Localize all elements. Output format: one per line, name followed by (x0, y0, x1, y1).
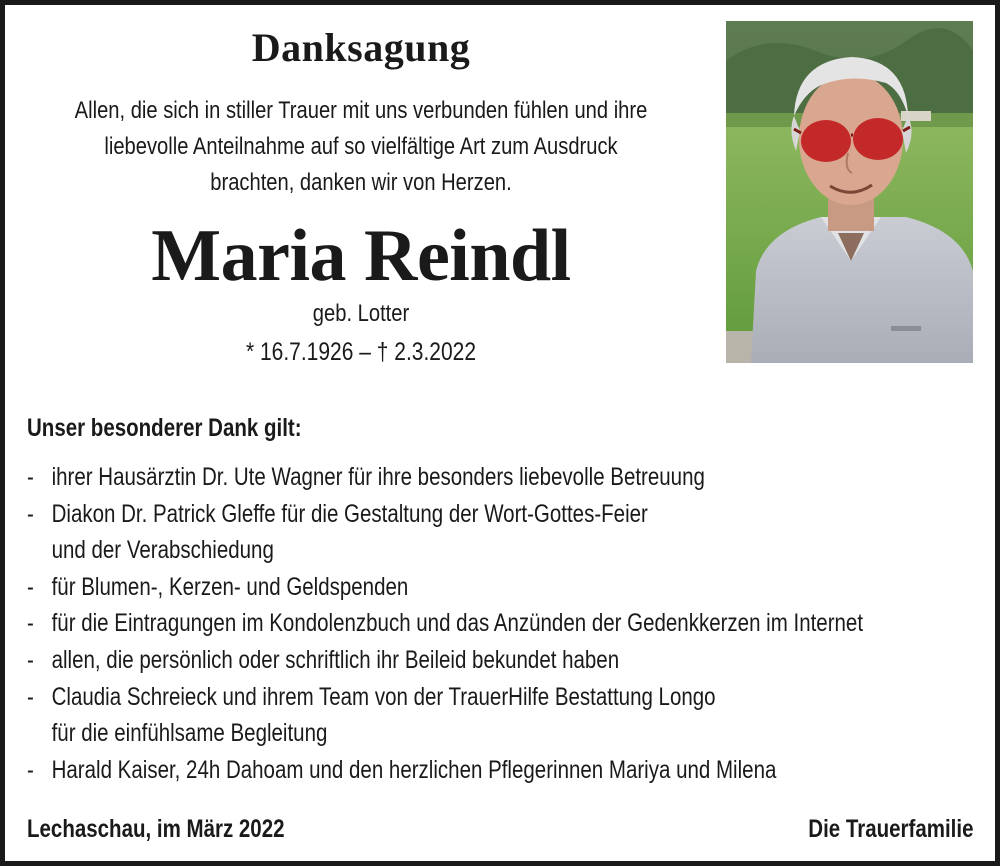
list-item-line: für Blumen-, Kerzen- und Geldspenden (51, 572, 409, 601)
intro-text (62, 93, 660, 201)
list-item (27, 642, 962, 679)
list-bullet: - (27, 572, 34, 601)
intro-line: liebevolle Anteilnahme auf so vielfältige Art zum Ausdruck (104, 133, 618, 160)
portrait-illustration (726, 21, 973, 363)
list-item-line: allen, die persönlich oder schriftlich ihr Beileid bekundet haben (51, 645, 620, 674)
life-dates: * 16.7.1926 – † 2.3.2022 (245, 338, 477, 366)
list-bullet: - (27, 609, 34, 638)
list-bullet: - (27, 755, 34, 784)
birth-name: geb. Lotter (312, 300, 410, 327)
list-item (27, 605, 962, 642)
list-bullet: - (27, 463, 34, 491)
list-item (27, 752, 962, 789)
list-item-line: ihrer Hausärztin Dr. Ute Wagner für ihre besonders liebevolle Betreuung (51, 463, 705, 491)
signature: Die Trauerfamilie (807, 815, 973, 843)
list-item (27, 459, 962, 496)
intro-line: Allen, die sich in stiller Trauer mit uns verbunden fühlen und ihre (74, 97, 648, 124)
list-item (27, 679, 962, 752)
list-bullet: - (27, 682, 34, 711)
deceased-name: Maria Reindl (151, 215, 571, 297)
list-item-line: für die Eintragungen im Kondolenzbuch und das Anzünden der Gedenkkerzen im Internet (51, 609, 864, 638)
list-bullet: - (27, 499, 34, 528)
list-item (27, 496, 962, 569)
list-bullet: - (27, 645, 34, 674)
portrait-photo (726, 21, 973, 363)
list-item-line: Diakon Dr. Patrick Gleffe für die Gestaltung der Wort-Gottes-Feier (51, 499, 648, 528)
notice-title: Danksagung (251, 25, 471, 70)
list-item-line: Claudia Schreieck und ihrem Team von der TrauerHilfe Bestattung Longo (51, 682, 716, 711)
list-item-line: und der Verabschiedung (51, 536, 274, 565)
intro-line: brachten, danken wir von Herzen. (210, 169, 512, 196)
thanks-list (27, 459, 962, 788)
obituary-card (5, 5, 995, 861)
place-date: Lechaschau, im März 2022 (27, 815, 285, 843)
list-item (27, 569, 962, 606)
list-item-line: für die einfühlsame Begleitung (51, 719, 328, 748)
thanks-heading: Unser besonderer Dank gilt: (27, 414, 302, 442)
list-item-line: Harald Kaiser, 24h Dahoam und den herzlichen Pflegerinnen Mariya und Milena (51, 755, 777, 784)
